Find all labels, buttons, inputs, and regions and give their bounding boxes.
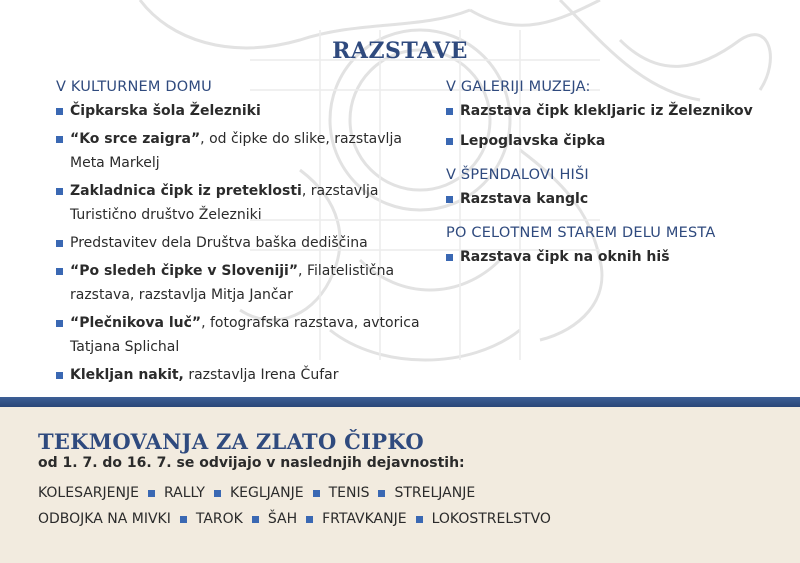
list-item: Kleklјan nakit, razstavlja Irena Čufar <box>56 363 436 387</box>
heading-spendalova-hisa: V ŠPENDALOVI HIŠI <box>446 167 589 183</box>
event-item: STRELJANJE <box>394 485 476 501</box>
competition-subtitle: od 1. 7. do 16. 7. se odvijajo v naslednjih dejavnostih: <box>38 455 465 471</box>
group-galerija-muzeja <box>446 77 786 153</box>
bullet-icon <box>56 188 63 195</box>
section-divider <box>0 397 800 407</box>
list-item: “Po sledeh čipke v Sloveniji”, Filatelistična razstava, razstavlja Mitja Jančar <box>56 259 436 307</box>
event-item: FRTAVKANJE <box>322 511 407 527</box>
events-row-1 <box>38 485 475 501</box>
right-column <box>446 77 786 281</box>
separator-icon <box>214 490 221 497</box>
left-column <box>56 77 436 391</box>
separator-icon <box>148 490 155 497</box>
list-item: Zakladnica čipk iz preteklosti, razstavlja Turistično društvo Železniki <box>56 179 436 227</box>
list-item: “Ko srce zaigra”, od čipke do slike, razstavlja Meta Markelj <box>56 127 436 175</box>
bullet-icon <box>56 320 63 327</box>
event-item: LOKOSTRELSTVO <box>431 511 551 527</box>
separator-icon <box>313 490 320 497</box>
event-item: TENIS <box>328 485 370 501</box>
events-row-2 <box>38 511 551 527</box>
separator-icon <box>306 516 313 523</box>
list-item: Čipkarska šola Železniki <box>56 99 436 123</box>
event-item: RALLY <box>163 485 205 501</box>
group-staro-mesto <box>446 223 786 269</box>
bullet-icon <box>446 138 453 145</box>
event-item: KEGLJANJE <box>229 485 304 501</box>
group-spendalova-hisa <box>446 165 786 211</box>
bullet-icon <box>56 268 63 275</box>
separator-icon <box>378 490 385 497</box>
competition-section <box>0 407 800 563</box>
page-title: RAZSTAVE <box>332 38 468 64</box>
bullet-icon <box>446 196 453 203</box>
exhibition-list-galerija <box>446 99 786 153</box>
bullet-icon <box>56 372 63 379</box>
heading-staro-mesto: PO CELOTNEM STAREM DELU MESTA <box>446 225 716 241</box>
bullet-icon <box>446 108 453 115</box>
bullet-icon <box>446 254 453 261</box>
list-item: Razstava čipk klekljaric iz Železnikov <box>446 99 786 123</box>
list-item: Razstava čipk na oknih hiš <box>446 245 786 269</box>
bullet-icon <box>56 240 63 247</box>
heading-galerija-muzeja: V GALERIJI MUZEJA: <box>446 79 591 95</box>
event-item: ODBOJKA NA MIVKI <box>38 511 171 527</box>
heading-kulturni-dom: V KULTURNEM DOMU <box>56 79 212 95</box>
exhibition-list-kulturni-dom <box>56 99 436 387</box>
competition-title: TEKMOVANJA ZA ZLATO ČIPKO <box>38 429 424 454</box>
separator-icon <box>252 516 259 523</box>
separator-icon <box>180 516 187 523</box>
separator-icon <box>416 516 423 523</box>
event-item: ŠAH <box>267 511 298 527</box>
list-item: Predstavitev dela Društva baška dediščina <box>56 231 436 255</box>
event-item: TAROK <box>195 511 243 527</box>
list-item: Razstava kanglc <box>446 187 786 211</box>
exhibition-list-staro-mesto <box>446 245 786 269</box>
exhibition-list-spendalova <box>446 187 786 211</box>
bullet-icon <box>56 108 63 115</box>
list-item: Lepoglavska čipka <box>446 129 786 153</box>
event-item: KOLESARJENJE <box>38 485 139 501</box>
bullet-icon <box>56 136 63 143</box>
list-item: “Plečnikova luč”, fotografska razstava, avtorica Tatjana Splichal <box>56 311 436 359</box>
